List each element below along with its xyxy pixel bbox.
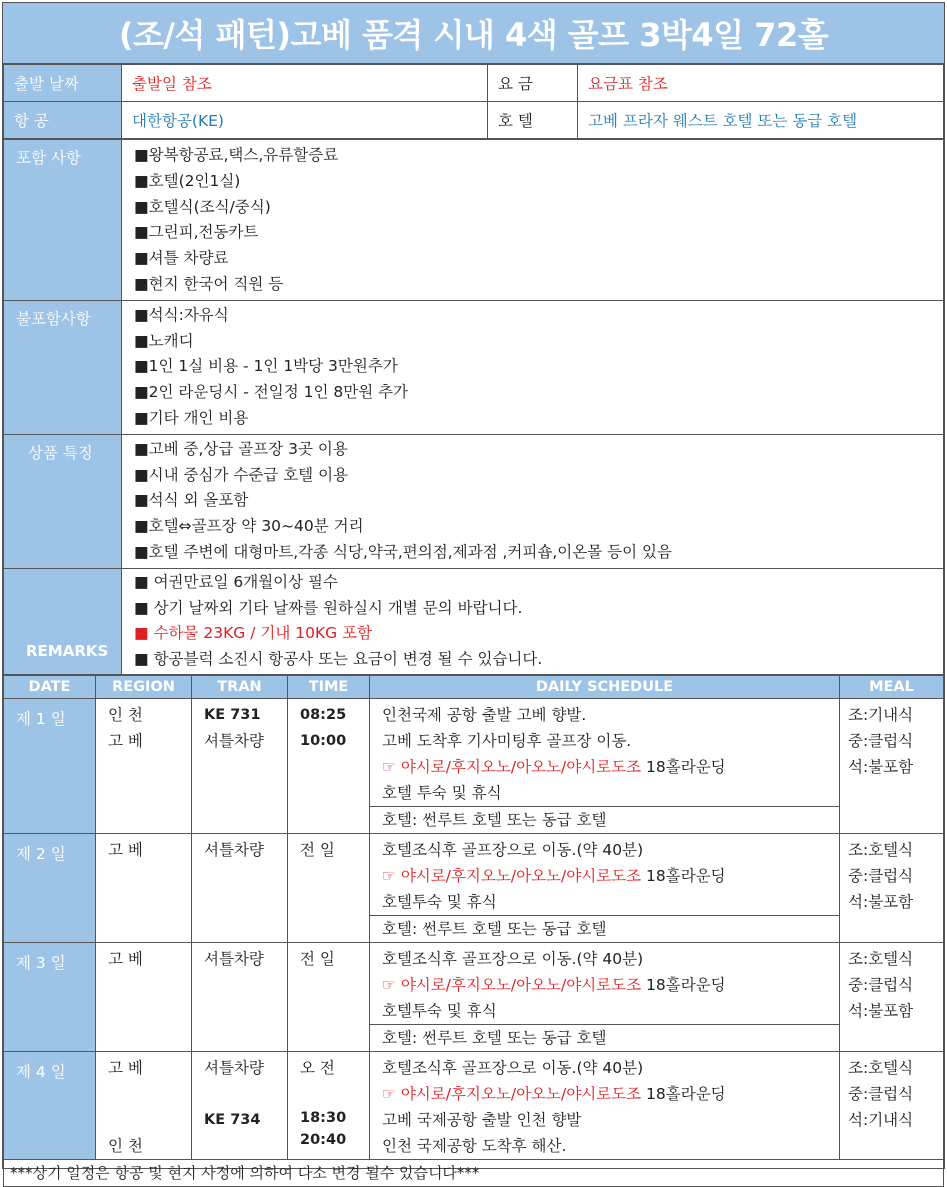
schedule-line: 호텔투숙 및 휴식 [382,1001,497,1020]
schedule-line: 호텔조식후 골프장으로 이동.(약 40분) [382,840,644,859]
excluded-item: ■노캐디 [134,331,194,350]
time: 전 일 [300,949,335,968]
golf-courses: ☞ 야시로/후지오노/아오노/야시로도조 [382,1084,642,1103]
included-label: 포함 사항 [4,140,122,301]
info-table [3,64,944,139]
tran-cell [192,1051,288,1159]
golf-courses: ☞ 야시로/후지오노/아오노/야시로도조 [382,757,642,776]
meal-cell [840,698,944,833]
meal: 중:클럽식 [848,731,914,750]
transport: 셔틀차량 [204,949,264,968]
schedule-cell [370,942,840,1051]
time-cell [288,1051,370,1159]
schedule-table [3,675,944,1187]
excluded-list [122,300,944,434]
schedule-cell [370,1051,840,1159]
transport: 셔틀차량 [204,731,264,750]
day-label: 제 3 일 [4,942,96,1051]
excluded-item: ■1인 1실 비용 - 1인 1박당 3만원추가 [134,357,398,376]
time: 20:40 [300,1131,347,1148]
excluded-item: ■2인 라운딩시 - 전일정 1인 8만원 추가 [134,383,409,402]
time: 08:25 [300,706,347,723]
included-item: ■왕복항공료,택스,유류할증료 [134,146,339,164]
schedule-line: 인천국제 공항 출발 고베 향발. [382,705,587,724]
schedule-row-day4 [4,1051,944,1159]
time: 10:00 [300,732,347,749]
included-item: ■호텔(2인1실) [134,171,241,190]
features-item: ■호텔⇔골프장 약 30~40분 거리 [134,517,364,536]
flight-number: KE 731 [204,706,261,723]
remarks-item-baggage: ■ 수하물 23KG / 기내 10KG 포함 [134,624,373,643]
departure-value: 출발일 참조 [122,65,488,102]
meal-cell [840,833,944,942]
golf-rounds: 18홀라운딩 [646,975,726,994]
schedule-cell [370,833,840,942]
time-cell [288,942,370,1051]
schedule-header [4,675,944,698]
hotel-line: 호텔: 썬루트 호텔 또는 동급 호텔 [370,806,839,833]
time: 오 전 [300,1058,335,1077]
region: 고 베 [108,731,143,750]
meal: 석:불포함 [848,892,914,911]
page-title: (조/석 패턴)고베 품격 시내 4색 골프 3박4일 72홀 [3,3,944,64]
region: 인 천 [108,705,143,724]
golf-line [370,754,839,780]
golf-line [370,972,839,998]
features-item: ■시내 중심가 수준급 호텔 이용 [134,465,349,484]
meal: 조:호텔식 [848,840,914,859]
schedule-line: 호텔 투숙 및 휴식 [382,783,502,802]
price-value: 요금표 참조 [578,65,944,102]
departure-label: 출발 날짜 [4,65,122,102]
features-item: ■호텔 주변에 대형마트,각종 식당,약국,편의점,제과점 ,커피숍,이온몰 등이 있음 [134,542,672,561]
meal-cell [840,1051,944,1159]
day-label: 제 2 일 [4,833,96,942]
meal: 석:기내식 [848,1110,914,1129]
airline-label: 항 공 [4,102,122,139]
schedule-line: 호텔조식후 골프장으로 이동.(약 40분) [382,949,644,968]
included-item: ■호텔식(조식/중식) [134,197,271,216]
meal: 중:클럽식 [848,866,914,885]
remarks-item: ■ 항공블럭 소진시 항공사 또는 요금이 변경 될 수 있습니다. [134,650,543,669]
meal: 조:호텔식 [848,1058,914,1077]
schedule-row-day3 [4,942,944,1051]
tran-cell [192,833,288,942]
golf-courses: ☞ 야시로/후지오노/아오노/야시로도조 [382,866,642,885]
region-cell [96,833,192,942]
golf-rounds: 18홀라운딩 [646,866,726,885]
golf-rounds: 18홀라운딩 [646,1084,726,1103]
time-cell [288,698,370,833]
header-time: TIME [288,675,370,698]
price-label: 요 금 [488,65,578,102]
remarks-label: REMARKS [4,568,122,674]
day-label: 제 4 일 [4,1051,96,1159]
flight-number: KE 734 [204,1111,261,1128]
transport: 셔틀차량 [204,840,264,859]
meal: 석:불포함 [848,757,914,776]
meal: 석:불포함 [848,1001,914,1020]
remarks-item: ■ 여권만료일 6개월이상 필수 [134,572,338,591]
hotel-line: 호텔: 썬루트 호텔 또는 동급 호텔 [370,1024,839,1051]
golf-line [370,1081,839,1107]
excluded-label: 불포함사항 [4,300,122,434]
meal: 중:클럽식 [848,1084,914,1103]
schedule-line: 고베 국제공항 출발 인천 향발 [382,1110,582,1129]
features-item: ■고베 중,상급 골프장 3곳 이용 [134,439,348,458]
golf-line [370,863,839,889]
remarks-list [122,568,944,674]
golf-rounds: 18홀라운딩 [646,757,726,776]
included-item: ■현지 한국어 직원 등 [134,274,284,293]
time: 전 일 [300,840,335,859]
excluded-item: ■기타 개인 비용 [134,408,249,427]
excluded-item: ■석식:자유식 [134,305,229,324]
region: 고 베 [108,949,143,968]
region: 고 베 [108,1058,143,1077]
meal: 조:기내식 [848,705,914,724]
schedule-line: 호텔조식후 골프장으로 이동.(약 40분) [382,1058,644,1077]
region: 고 베 [108,840,143,859]
features-item: ■석식 외 올포함 [134,491,249,510]
included-item: ■그린피,전동카트 [134,223,259,242]
tran-cell [192,698,288,833]
day-label: 제 1 일 [4,698,96,833]
hotel-label: 호 텔 [488,102,578,139]
itinerary-document [2,2,945,1182]
features-label: 상품 특징 [4,434,122,568]
schedule-line: 고베 도착후 기사미팅후 골프장 이동. [382,731,632,750]
header-date: DATE [4,675,96,698]
remarks-item: ■ 상기 날짜외 기타 날짜를 원하실시 개별 문의 바랍니다. [134,598,523,617]
schedule-cell [370,698,840,833]
region-cell [96,1051,192,1159]
meal: 중:클럽식 [848,975,914,994]
header-meal: MEAL [840,675,944,698]
hotel-value: 고베 프라자 웨스트 호텔 또는 동급 호텔 [578,102,944,139]
region-cell [96,942,192,1051]
time: 18:30 [300,1109,347,1126]
tran-cell [192,942,288,1051]
header-daily-schedule: DAILY SCHEDULE [370,675,840,698]
transport: 셔틀차량 [204,1058,264,1077]
meal-cell [840,942,944,1051]
header-region: REGION [96,675,192,698]
airline-value: 대한항공(KE) [122,102,488,139]
meal: 조:호텔식 [848,949,914,968]
footer-note: ***상기 일정은 항공 및 현지 사정에 의하여 다소 변경 될수 있습니다*** [4,1159,944,1186]
region: 인 천 [108,1136,143,1155]
included-list [122,140,944,301]
features-list [122,434,944,568]
sections-table [3,139,944,675]
hotel-line: 호텔: 썬루트 호텔 또는 동급 호텔 [370,915,839,942]
golf-courses: ☞ 야시로/후지오노/아오노/야시로도조 [382,975,642,994]
schedule-line: 인천 국제공항 도착후 해산. [382,1136,567,1155]
schedule-row-day1 [4,698,944,833]
schedule-line: 호텔투숙 및 휴식 [382,892,497,911]
included-item: ■셔틀 차량료 [134,249,229,268]
region-cell [96,698,192,833]
header-tran: TRAN [192,675,288,698]
time-cell [288,833,370,942]
schedule-row-day2 [4,833,944,942]
